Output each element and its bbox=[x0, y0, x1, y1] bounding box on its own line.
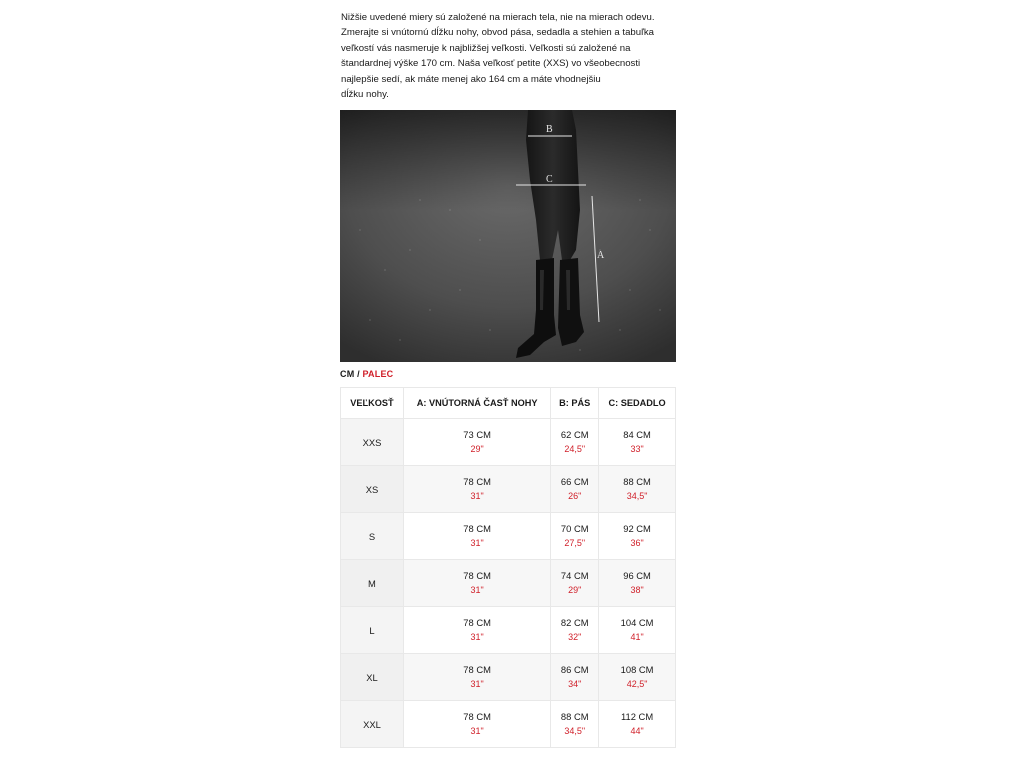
cm-value: 108 CM bbox=[620, 664, 654, 676]
waist-cell bbox=[551, 560, 599, 607]
header-waist: B: PÁS bbox=[551, 388, 599, 419]
inch-value: 38" bbox=[630, 585, 644, 596]
waist-cell bbox=[551, 607, 599, 654]
cm-value: 86 CM bbox=[560, 664, 589, 676]
inch-value: 33" bbox=[630, 444, 644, 455]
measurement-illustration bbox=[340, 110, 676, 362]
waist-cell bbox=[551, 466, 599, 513]
seat-cell bbox=[599, 419, 676, 466]
inch-value: 26" bbox=[568, 491, 582, 502]
inch-value: 34,5" bbox=[564, 726, 586, 737]
intro-line: štandardnej výške 170 cm. Naša veľkosť petite (XXS) vo všeobecnosti bbox=[341, 58, 641, 70]
seat-cell bbox=[599, 513, 676, 560]
label-b: B bbox=[546, 124, 553, 136]
intro-line: Nižšie uvedené miery sú založené na mierach tela, nie na mierach odevu. bbox=[341, 12, 655, 23]
size-cell: XXS bbox=[341, 419, 404, 466]
inch-value: 29" bbox=[470, 444, 484, 455]
header-size: VEĽKOSŤ bbox=[341, 388, 404, 419]
inseam-cell bbox=[403, 560, 550, 607]
cm-value: 92 CM bbox=[623, 523, 651, 535]
cm-value: 78 CM bbox=[463, 476, 491, 488]
cm-value: 88 CM bbox=[560, 711, 589, 723]
inch-value: 41" bbox=[630, 632, 644, 643]
cm-value: 88 CM bbox=[623, 476, 651, 488]
inseam-cell bbox=[403, 607, 550, 654]
cm-value: 66 CM bbox=[560, 476, 589, 488]
label-a: A bbox=[597, 250, 605, 262]
inch-value: 31" bbox=[470, 679, 484, 690]
cm-value: 112 CM bbox=[621, 711, 654, 723]
cm-value: 78 CM bbox=[463, 570, 491, 582]
cm-value: 78 CM bbox=[463, 523, 491, 535]
cm-value: 74 CM bbox=[560, 570, 589, 582]
intro-line: najlepšie sedí, ak máte menej ako 164 cm a máte vhodnejšiu bbox=[341, 73, 601, 85]
size-cell: S bbox=[341, 513, 404, 560]
cm-value: 78 CM bbox=[463, 664, 491, 676]
size-cell: M bbox=[341, 560, 404, 607]
inch-value: 36" bbox=[630, 538, 644, 549]
cm-value: 82 CM bbox=[560, 617, 589, 629]
inseam-cell bbox=[403, 419, 550, 466]
inch-value: 24,5" bbox=[564, 444, 586, 455]
seat-cell bbox=[599, 701, 676, 748]
header-seat: C: SEDADLO bbox=[599, 388, 676, 419]
inseam-cell bbox=[403, 654, 550, 701]
size-cell: XXL bbox=[341, 701, 404, 748]
unit-inch-toggle[interactable]: PALEC bbox=[362, 369, 394, 380]
table-header-row bbox=[341, 388, 676, 419]
inch-value: 31" bbox=[470, 491, 484, 502]
seat-cell bbox=[599, 466, 676, 513]
intro-line: dĺžku nohy. bbox=[341, 89, 389, 101]
table-row bbox=[341, 419, 676, 466]
seat-cell bbox=[599, 607, 676, 654]
size-table bbox=[340, 387, 676, 748]
inch-value: 31" bbox=[470, 726, 484, 737]
size-cell: XS bbox=[341, 466, 404, 513]
inch-value: 32" bbox=[568, 632, 582, 643]
inch-value: 31" bbox=[470, 585, 484, 596]
intro-text bbox=[340, 10, 676, 102]
measurement-photo bbox=[340, 110, 676, 362]
label-c: C bbox=[546, 174, 553, 186]
waist-cell bbox=[551, 513, 599, 560]
table-row bbox=[341, 654, 676, 701]
seat-cell bbox=[599, 560, 676, 607]
waist-cell bbox=[551, 701, 599, 748]
inch-value: 34" bbox=[568, 679, 582, 690]
inch-value: 29" bbox=[568, 585, 582, 596]
table-row bbox=[341, 466, 676, 513]
table-row bbox=[341, 513, 676, 560]
cm-value: 84 CM bbox=[623, 429, 651, 441]
waist-cell bbox=[551, 419, 599, 466]
inch-value: 31" bbox=[470, 632, 484, 643]
inseam-cell bbox=[403, 513, 550, 560]
cm-value: 70 CM bbox=[560, 523, 589, 535]
size-guide bbox=[340, 10, 676, 748]
cm-value: 73 CM bbox=[463, 429, 491, 441]
cm-value: 96 CM bbox=[623, 570, 651, 582]
inch-value: 27,5" bbox=[564, 538, 586, 549]
seat-cell bbox=[599, 654, 676, 701]
inseam-cell bbox=[403, 466, 550, 513]
cm-value: 78 CM bbox=[463, 617, 491, 629]
size-cell: L bbox=[341, 607, 404, 654]
intro-line: veľkostí vás nasmeruje k najbližšej veľkosti. Veľkosti sú založené na bbox=[341, 42, 631, 54]
inseam-cell bbox=[403, 701, 550, 748]
table-row bbox=[341, 701, 676, 748]
intro-line: Zmerajte si vnútornú dĺžku nohy, obvod pása, sedadla a stehien a tabuľka bbox=[341, 27, 655, 39]
size-cell: XL bbox=[341, 654, 404, 701]
table-row bbox=[341, 607, 676, 654]
inch-value: 34,5" bbox=[626, 491, 648, 502]
inch-value: 44" bbox=[630, 726, 644, 737]
unit-separator: / bbox=[357, 369, 360, 380]
cm-value: 78 CM bbox=[463, 711, 491, 723]
inch-value: 42,5" bbox=[626, 679, 648, 690]
table-row bbox=[341, 560, 676, 607]
header-inseam: A: VNÚTORNÁ ČASŤ NOHY bbox=[403, 388, 550, 419]
unit-toggle bbox=[340, 369, 676, 382]
cm-value: 62 CM bbox=[560, 429, 589, 441]
inch-value: 31" bbox=[470, 538, 484, 549]
cm-value: 104 CM bbox=[620, 617, 654, 629]
unit-cm-toggle[interactable]: CM bbox=[340, 369, 355, 380]
waist-cell bbox=[551, 654, 599, 701]
